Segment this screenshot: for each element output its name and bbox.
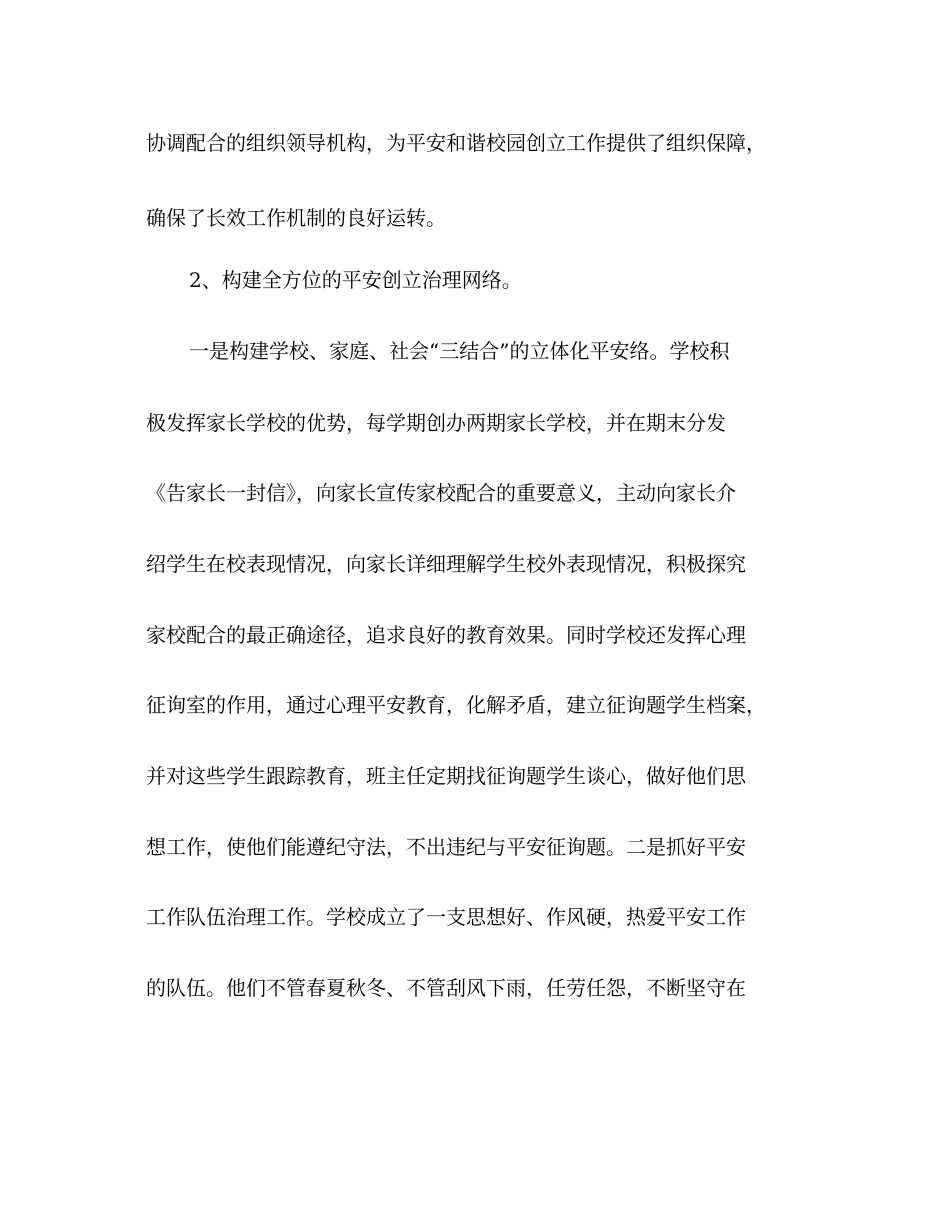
paragraph-line-7: 家校配合的最正确途径，追求良好的教育效果。同时学校还发挥心理 xyxy=(146,623,746,647)
paragraph-line-8: 征询室的作用，通过心理平安教育，化解矛盾，建立征询题学生档案， xyxy=(146,693,766,717)
paragraph-line-5: 《告家长一封信》，向家长宣传家校配合的重要意义，主动向家长介 xyxy=(146,481,736,505)
paragraph-line-2: 确保了长效工作机制的良好运转。 xyxy=(146,206,446,230)
paragraph-line-11: 工作队伍治理工作。学校成立了一支思想好、作风硬，热爱平安工作 xyxy=(146,905,746,929)
paragraph-line-1: 协调配合的组织领导机构，为平安和谐校园创立工作提供了组织保障， xyxy=(146,131,766,155)
paragraph-line-9: 并对这些学生跟踪教育，班主任定期找征询题学生谈心，做好他们思 xyxy=(146,764,746,788)
section-heading: 2、构建全方位的平安创立治理网络。 xyxy=(189,268,522,292)
paragraph-line-3: 一是构建学校、家庭、社会“三结合”的立体化平安络。学校积 xyxy=(189,339,730,363)
paragraph-line-12: 的队伍。他们不管春夏秋冬、不管刮风下雨，任劳任怨，不断坚守在 xyxy=(146,976,746,1000)
paragraph-line-6: 绍学生在校表现情况，向家长详细理解学生校外表现情况，积极探究 xyxy=(146,552,746,576)
paragraph-line-10: 想工作，使他们能遵纪守法，不出违纪与平安征询题。二是抓好平安 xyxy=(146,835,746,859)
paragraph-line-4: 极发挥家长学校的优势，每学期创办两期家长学校，并在期末分发 xyxy=(146,411,726,435)
